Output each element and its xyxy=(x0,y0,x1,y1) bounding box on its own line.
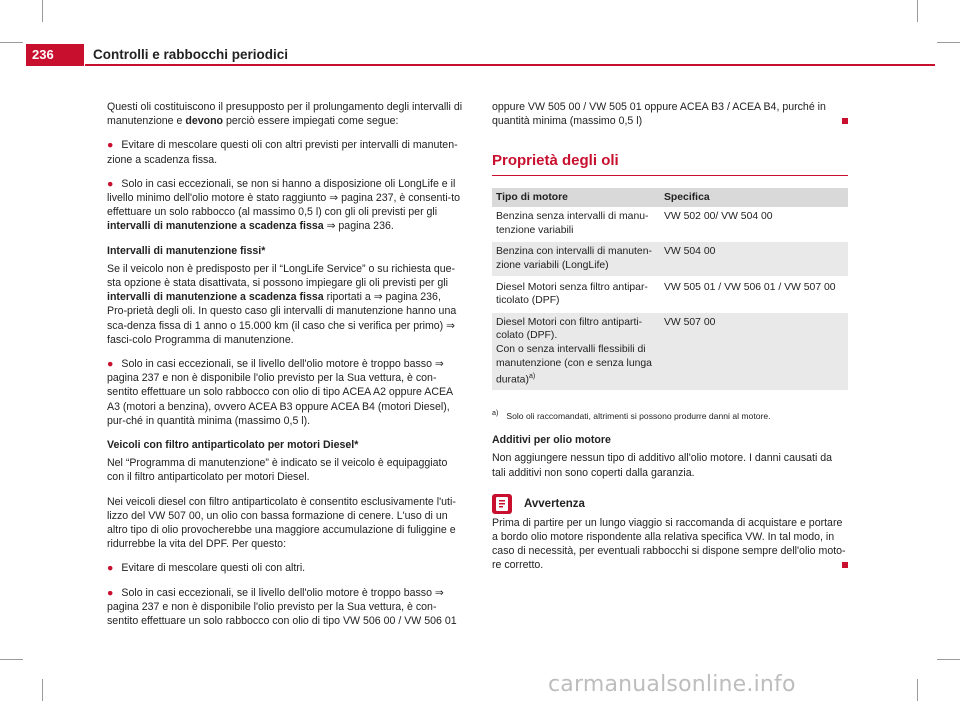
page-number: 236 xyxy=(26,44,84,66)
left-column xyxy=(107,100,463,638)
bullet-text: Solo in casi eccezionali, se il livello dell'olio motore è troppo basso ⇒ pagina 237 e non è disponibile l'olio previsto per la Sua vettura, è con-sentito effettuare un solo rabbocco con olio di tipo VW 506 00 / VW 506 01 xyxy=(107,586,457,628)
table-cell: Benzina con intervalli di manuten-zione variabili (LongLife) xyxy=(492,241,660,276)
subheading-dpf: Veicoli con filtro antiparticolato per motori Diesel* xyxy=(107,439,359,452)
bullet-bold: intervalli di manutenzione a scadenza fissa xyxy=(107,220,324,233)
subheading-additives: Additivi per olio motore xyxy=(492,434,611,447)
bullet-item xyxy=(107,138,463,166)
table-cell: VW 504 00 xyxy=(660,241,848,276)
crop-mark xyxy=(937,659,960,660)
bullet-text-end: ⇒ pagina 236. xyxy=(323,220,394,233)
chapter-title: Controlli e rabbocchi periodici xyxy=(93,47,289,62)
fixed-paragraph xyxy=(107,262,463,347)
table-cell: Benzina senza intervalli di manu-tenzione variabili xyxy=(492,207,660,241)
table-cell: VW 507 00 xyxy=(660,312,848,391)
crop-mark xyxy=(917,0,918,22)
crop-mark xyxy=(42,0,43,22)
bullet-icon: ● xyxy=(107,586,114,599)
bullet-text: Solo in casi eccezionali, se il livello dell'olio motore è troppo basso ⇒ pagina 237 e non è disponibile l'olio previsto per la Sua vettura, è con-sentito effettuare un solo rabbocco con olio di tipo ACEA A2 oppure ACEA A3 (motori a benzina), ovvero ACEA B3 oppure ACEA B4 (motori Diesel), pur-ché in quantità minima (massimo 0,5 l). xyxy=(107,358,453,427)
footnote-text: Solo oli raccomandati, altrimenti si possono produrre danni al motore. xyxy=(506,411,771,422)
fixed-text-end: riportati a ⇒ pagina 236, Pro-prietà degli oli. In questo caso gli intervalli di manutenzione hanno una sca-denza fissa di 1 anno o 15.000 km (il caso che si verifica per primo) ⇒ fasci-colo Programma di manutenzione. xyxy=(107,291,457,346)
intro-paragraph xyxy=(107,100,463,128)
note-header xyxy=(492,494,848,514)
watermark: carmanualsonline.info xyxy=(548,672,796,697)
table-header-engine: Tipo di motore xyxy=(492,188,660,208)
table-cell xyxy=(492,312,660,391)
table-row xyxy=(492,277,848,312)
bullet-text: Evitare di mescolare questi oli con altri previsti per intervalli di manuten-zione a scadenza fissa. xyxy=(107,139,458,166)
bullet-icon: ● xyxy=(107,139,114,152)
crop-mark xyxy=(917,679,918,701)
section-end-marker xyxy=(842,562,848,568)
crop-mark xyxy=(0,42,23,43)
bullet-item xyxy=(107,561,463,575)
table-header-spec: Specifica xyxy=(660,188,848,208)
fixed-bold: intervalli di manutenzione a scadenza fissa xyxy=(107,291,324,304)
note-paragraph xyxy=(492,516,848,573)
table-row xyxy=(492,312,848,391)
oil-spec-table xyxy=(492,188,848,393)
bullet-icon: ● xyxy=(107,177,114,190)
note-title: Avvertenza xyxy=(524,497,585,510)
continued-paragraph xyxy=(492,100,848,128)
table-header-row xyxy=(492,188,848,208)
right-column xyxy=(492,100,848,583)
bullet-item xyxy=(107,177,463,234)
bullet-icon: ● xyxy=(107,358,114,371)
table-cell: Diesel Motori senza filtro antipar-ticolato (DPF) xyxy=(492,277,660,312)
dpf-paragraph-2: Nei veicoli diesel con filtro antiparticolato è consentito esclusivamente l'uti-lizzo del VW 507 00, un olio con bassa formazione di cenere. L'uso di un altro tipo di olio provocherebbe una maggiore accumulazione di fuliggine e ridurrebbe la vita del DPF. Per questo: xyxy=(107,495,456,551)
bullet-item xyxy=(107,357,463,428)
footnote-mark: a) xyxy=(492,409,499,418)
intro-text: Questi oli costituiscono il presupposto per il prolungamento degli intervalli di manutenzione e xyxy=(107,101,463,128)
dpf-paragraph-1: Nel “Programma di manutenzione” è indicato se il veicolo è equipaggiato con il filtro antiparticolato per motori Diesel. xyxy=(107,457,448,484)
footnote-ref: a) xyxy=(528,373,536,381)
crop-mark xyxy=(937,42,960,43)
additives-paragraph: Non aggiungere nessun tipo di additivo all'olio motore. I danni causati da tali additivi non sono coperti dalla garanzia. xyxy=(492,452,833,479)
table-cell: VW 505 01 / VW 506 01 / VW 507 00 xyxy=(660,277,848,312)
bullet-icon: ● xyxy=(107,562,114,575)
bullet-text: Evitare di mescolare questi oli con altri. xyxy=(121,562,306,575)
crop-mark xyxy=(0,659,23,660)
info-note-icon xyxy=(492,494,512,514)
section-end-marker xyxy=(842,118,848,124)
table-row xyxy=(492,241,848,276)
subheading-fixed-intervals: Intervalli di manutenzione fissi* xyxy=(107,244,266,257)
table-row xyxy=(492,207,848,241)
table-cell: VW 502 00/ VW 504 00 xyxy=(660,207,848,241)
note-text: Prima di partire per un lungo viaggio si raccomanda di acquistare e portare a bordo olio motore rispondente alla relativa specifica VW. In tal modo, in caso di necessità, per eventuali rabbocchi si dispone sempre dell'olio moto-re corretto. xyxy=(492,516,846,572)
header-rule xyxy=(85,64,935,66)
intro-bold: devono xyxy=(185,115,224,128)
table-cell-text: Diesel Motori con filtro antiparti-colato (DPF). Con o senza intervalli flessibili di manutenzione (con e senza lunga durata) xyxy=(496,316,652,386)
continued-text: oppure VW 505 00 / VW 505 01 oppure ACEA B3 / ACEA B4, purché in quantità minima (massimo 0,5 l) xyxy=(492,101,826,128)
footnote xyxy=(492,406,848,423)
bullet-item xyxy=(107,586,463,629)
crop-mark xyxy=(42,679,43,701)
section-title-oil-properties: Proprietà degli oli xyxy=(492,154,848,175)
bullet-text: Solo in casi eccezionali, se non si hanno a disposizione oli LongLife e il livello minimo dell'olio motore è stato raggiunto ⇒ pagina 237, è consenti-to effettuare un solo rabbocco (al massimo 0,5 l) con gli oli previsti per gli xyxy=(107,177,461,219)
fixed-text: Se il veicolo non è predisposto per il “LongLife Service” o su richiesta que-sta opzione è stata disattivata, si possono impiegare gli oli previsti per gli xyxy=(107,262,456,290)
intro-text-end: perciò essere impiegati come segue: xyxy=(223,115,399,128)
